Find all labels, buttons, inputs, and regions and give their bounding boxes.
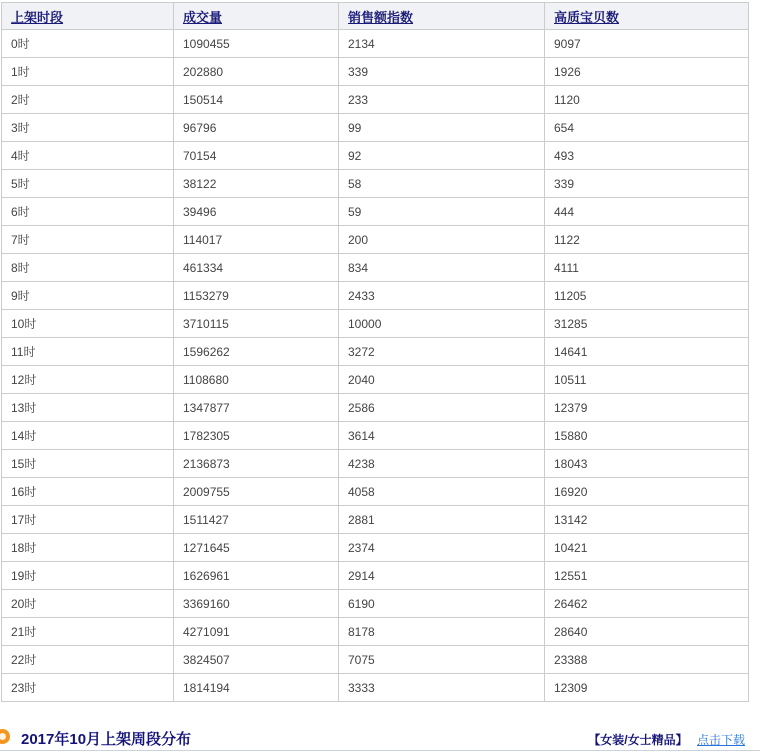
table-cell: 444	[545, 198, 749, 226]
table-row	[2, 58, 749, 86]
table-cell: 3614	[339, 422, 545, 450]
table-cell: 4271091	[174, 618, 339, 646]
table-cell: 16920	[545, 478, 749, 506]
table-row	[2, 114, 749, 142]
sort-link-quality-items[interactable]: 高质宝贝数	[554, 9, 620, 25]
table-cell: 1626961	[174, 562, 339, 590]
table-cell: 2433	[339, 282, 545, 310]
table-cell: 233	[339, 86, 545, 114]
table-cell: 1511427	[174, 506, 339, 534]
hour-cell: 11时	[2, 338, 174, 366]
table-cell: 3272	[339, 338, 545, 366]
table-cell: 1271645	[174, 534, 339, 562]
hour-cell: 12时	[2, 366, 174, 394]
table-cell: 18043	[545, 450, 749, 478]
table-row	[2, 86, 749, 114]
hour-cell: 14时	[2, 422, 174, 450]
header-cell-time	[2, 3, 174, 30]
hour-cell: 17时	[2, 506, 174, 534]
sort-link-time[interactable]: 上架时段	[11, 9, 64, 25]
table-row	[2, 226, 749, 254]
hour-cell: 16时	[2, 478, 174, 506]
table-cell: 2586	[339, 394, 545, 422]
table-cell: 12379	[545, 394, 749, 422]
hour-cell: 9时	[2, 282, 174, 310]
table-row	[2, 590, 749, 618]
table-cell: 461334	[174, 254, 339, 282]
table-row	[2, 254, 749, 282]
hour-cell: 6时	[2, 198, 174, 226]
table-cell: 2374	[339, 534, 545, 562]
table-row	[2, 30, 749, 58]
table-cell: 7075	[339, 646, 545, 674]
table-cell: 2136873	[174, 450, 339, 478]
hour-cell: 1时	[2, 58, 174, 86]
table-cell: 23388	[545, 646, 749, 674]
table-row	[2, 674, 749, 702]
table-cell: 9097	[545, 30, 749, 58]
table-row	[2, 198, 749, 226]
table-row	[2, 366, 749, 394]
hour-cell: 15时	[2, 450, 174, 478]
hour-cell: 0时	[2, 30, 174, 58]
table-cell: 1122	[545, 226, 749, 254]
hour-cell: 3时	[2, 114, 174, 142]
table-cell: 1782305	[174, 422, 339, 450]
table-cell: 10421	[545, 534, 749, 562]
table-cell: 654	[545, 114, 749, 142]
table-cell: 1926	[545, 58, 749, 86]
sort-link-volume[interactable]: 成交量	[183, 9, 223, 25]
table-cell: 3710115	[174, 310, 339, 338]
table-cell: 1090455	[174, 30, 339, 58]
table-row	[2, 534, 749, 562]
table-header-row	[2, 3, 749, 30]
table-row	[2, 394, 749, 422]
table-row	[2, 170, 749, 198]
table-cell: 58	[339, 170, 545, 198]
table-row	[2, 422, 749, 450]
download-link[interactable]: 点击下载	[696, 733, 745, 747]
table-cell: 2009755	[174, 478, 339, 506]
table-cell: 99	[339, 114, 545, 142]
hourly-stats-table	[1, 2, 749, 702]
table-cell: 2134	[339, 30, 545, 58]
table-cell: 202880	[174, 58, 339, 86]
table-row	[2, 506, 749, 534]
hour-cell: 7时	[2, 226, 174, 254]
table-cell: 10511	[545, 366, 749, 394]
bottom-divider	[0, 750, 760, 751]
header-cell-quality-items	[545, 3, 749, 30]
table-row	[2, 618, 749, 646]
hour-cell: 18时	[2, 534, 174, 562]
table-cell: 8178	[339, 618, 545, 646]
hour-cell: 2时	[2, 86, 174, 114]
table-row	[2, 450, 749, 478]
table-cell: 1814194	[174, 674, 339, 702]
header-cell-sales-index	[339, 3, 545, 30]
sort-link-sales-index[interactable]: 销售额指数	[348, 9, 414, 25]
table-cell: 96796	[174, 114, 339, 142]
section-title: 2017年10月上架周段分布	[21, 731, 192, 748]
table-cell: 12551	[545, 562, 749, 590]
table-cell: 31285	[545, 310, 749, 338]
table-row	[2, 646, 749, 674]
table-row	[2, 478, 749, 506]
bullet-ring-icon	[0, 729, 10, 744]
table-cell: 834	[339, 254, 545, 282]
table-cell: 2881	[339, 506, 545, 534]
table-cell: 15880	[545, 422, 749, 450]
hour-cell: 20时	[2, 590, 174, 618]
table-cell: 12309	[545, 674, 749, 702]
hour-cell: 21时	[2, 618, 174, 646]
table-cell: 38122	[174, 170, 339, 198]
hour-cell: 23时	[2, 674, 174, 702]
table-cell: 59	[339, 198, 545, 226]
header-cell-volume	[174, 3, 339, 30]
table-row	[2, 562, 749, 590]
hour-cell: 5时	[2, 170, 174, 198]
table-cell: 2914	[339, 562, 545, 590]
table-cell: 1108680	[174, 366, 339, 394]
hour-cell: 4时	[2, 142, 174, 170]
table-cell: 13142	[545, 506, 749, 534]
table-row	[2, 282, 749, 310]
table-cell: 70154	[174, 142, 339, 170]
table-cell: 339	[339, 58, 545, 86]
table-cell: 11205	[545, 282, 749, 310]
table-cell: 14641	[545, 338, 749, 366]
table-row	[2, 142, 749, 170]
category-label: 【女装/女士精品】	[588, 733, 688, 747]
table-cell: 4111	[545, 254, 749, 282]
table-cell: 200	[339, 226, 545, 254]
hour-cell: 8时	[2, 254, 174, 282]
table-cell: 4238	[339, 450, 545, 478]
section-footer	[0, 726, 760, 750]
table-cell: 150514	[174, 86, 339, 114]
hour-cell: 19时	[2, 562, 174, 590]
table-cell: 4058	[339, 478, 545, 506]
table-cell: 1596262	[174, 338, 339, 366]
table-cell: 339	[545, 170, 749, 198]
table-cell: 3824507	[174, 646, 339, 674]
table-cell: 3369160	[174, 590, 339, 618]
table-row	[2, 338, 749, 366]
hour-cell: 22时	[2, 646, 174, 674]
table-cell: 1347877	[174, 394, 339, 422]
table-cell: 92	[339, 142, 545, 170]
table-cell: 114017	[174, 226, 339, 254]
table-cell: 1153279	[174, 282, 339, 310]
hour-cell: 10时	[2, 310, 174, 338]
table-cell: 28640	[545, 618, 749, 646]
table-cell: 2040	[339, 366, 545, 394]
footer-right-group	[588, 731, 745, 748]
hour-cell: 13时	[2, 394, 174, 422]
table-cell: 6190	[339, 590, 545, 618]
table-cell: 1120	[545, 86, 749, 114]
table-cell: 39496	[174, 198, 339, 226]
table-cell: 3333	[339, 674, 545, 702]
table-cell: 26462	[545, 590, 749, 618]
table-row	[2, 310, 749, 338]
table-cell: 10000	[339, 310, 545, 338]
table-cell: 493	[545, 142, 749, 170]
